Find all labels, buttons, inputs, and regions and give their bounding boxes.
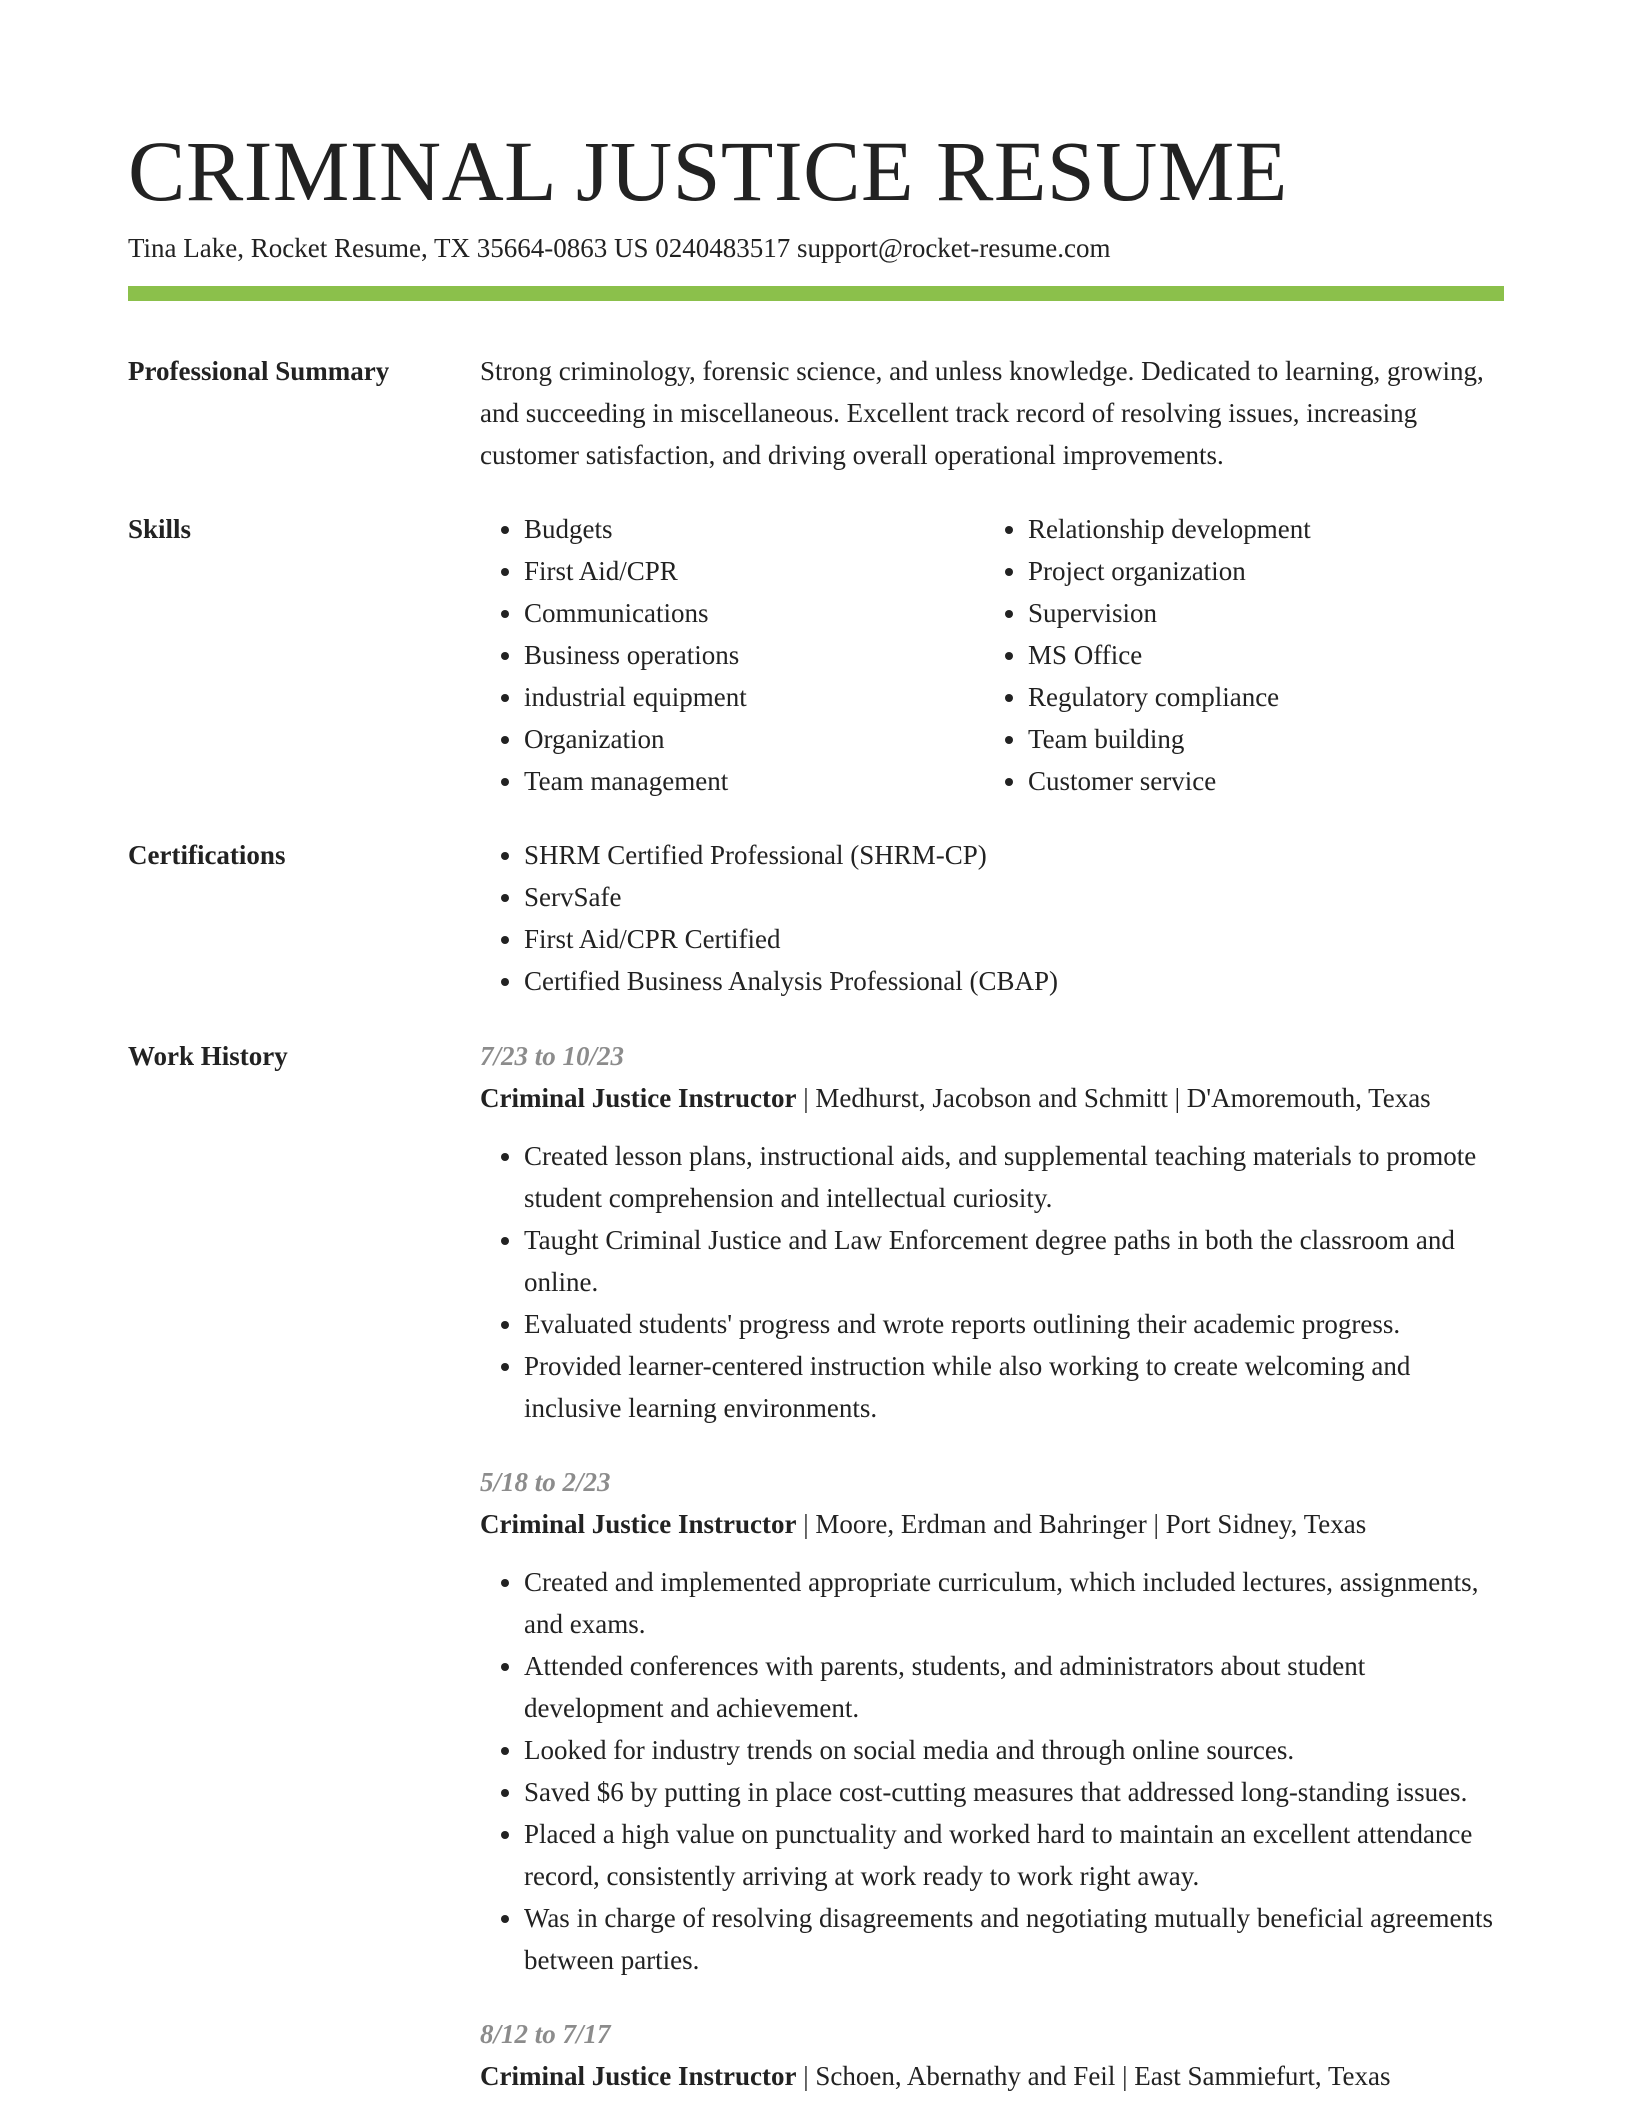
certifications-heading: Certifications bbox=[128, 840, 286, 870]
skill-item: • Organization bbox=[524, 718, 984, 760]
job-bullet: • Attended conferences with parents, students, and administrators about student development and achievement. bbox=[524, 1645, 1504, 1729]
skill-item: • Project organization bbox=[1028, 550, 1488, 592]
skill-item: • Budgets bbox=[524, 508, 984, 550]
certification-item: • First Aid/CPR Certified bbox=[524, 918, 1504, 960]
contact-line: Tina Lake, Rocket Resume, TX 35664-0863 US 0240483517 support@rocket-resume.com bbox=[128, 233, 1111, 263]
skill-item: • Customer service bbox=[1028, 760, 1488, 802]
job-details: | Medhurst, Jacobson and Schmitt | D'Amoremouth, Texas bbox=[796, 1083, 1431, 1113]
job-bullet-list bbox=[480, 1135, 1504, 1429]
job-bullet: • Created and implemented appropriate curriculum, which included lectures, assignments, and exams. bbox=[524, 1561, 1504, 1645]
skill-item: • Business operations bbox=[524, 634, 984, 676]
job-heading bbox=[480, 2055, 1504, 2097]
skills-column-right bbox=[984, 508, 1488, 802]
job-dates: 7/23 to 10/23 bbox=[480, 1041, 625, 1071]
job-spacer bbox=[480, 1429, 1504, 1461]
job-spacer bbox=[480, 1981, 1504, 2013]
job-heading bbox=[480, 1503, 1504, 1545]
job-title: Criminal Justice Instructor bbox=[480, 2061, 797, 2091]
certification-item: • Certified Business Analysis Professional (CBAP) bbox=[524, 960, 1504, 1002]
job-bullet: • Provided learner-centered instruction while also working to create welcoming and inclusive learning environments. bbox=[524, 1345, 1504, 1429]
skill-item: • Team building bbox=[1028, 718, 1488, 760]
skill-item: • First Aid/CPR bbox=[524, 550, 984, 592]
summary-body bbox=[480, 350, 1504, 476]
job-title: Criminal Justice Instructor bbox=[480, 1509, 797, 1539]
job-bullet-list bbox=[480, 1561, 1504, 1981]
certification-item: • ServSafe bbox=[524, 876, 1504, 918]
job-bullet: • Created lesson plans, instructional aids, and supplemental teaching materials to promote student comprehension and intellectual curiosity. bbox=[524, 1135, 1504, 1219]
summary-heading: Professional Summary bbox=[128, 356, 390, 386]
work-history-body bbox=[480, 1035, 1504, 2097]
resume-title: CRIMINAL JUSTICE RESUME bbox=[128, 123, 1288, 219]
skill-item: • industrial equipment bbox=[524, 676, 984, 718]
skill-item: • Communications bbox=[524, 592, 984, 634]
job-bullet: • Evaluated students' progress and wrote reports outlining their academic progress. bbox=[524, 1303, 1504, 1345]
job-title: Criminal Justice Instructor bbox=[480, 1083, 797, 1113]
accent-divider bbox=[128, 286, 1504, 301]
job-bullet: • Was in charge of resolving disagreements and negotiating mutually beneficial agreements between parties. bbox=[524, 1897, 1504, 1981]
job-entry bbox=[480, 1461, 1504, 1981]
skills-body bbox=[480, 508, 1504, 802]
job-dates: 5/18 to 2/23 bbox=[480, 1467, 611, 1497]
certifications-body bbox=[480, 834, 1504, 1002]
job-bullet: • Taught Criminal Justice and Law Enforcement degree paths in both the classroom and online. bbox=[524, 1219, 1504, 1303]
skill-item: • Supervision bbox=[1028, 592, 1488, 634]
work-history-heading: Work History bbox=[128, 1041, 288, 1071]
skills-column-left bbox=[480, 508, 984, 802]
skills-heading: Skills bbox=[128, 514, 192, 544]
job-details: | Schoen, Abernathy and Feil | East Sammiefurt, Texas bbox=[796, 2061, 1391, 2091]
job-heading bbox=[480, 1077, 1504, 1119]
summary-text: Strong criminology, forensic science, and unless knowledge. Dedicated to learning, growing, and succeeding in miscellaneous. Excellent track record of resolving issues, increasing customer satisfaction, and driving overall operational improvements. bbox=[480, 356, 1484, 470]
job-bullet: • Placed a high value on punctuality and worked hard to maintain an excellent attendance record, consistently arriving at work ready to work right away. bbox=[524, 1813, 1504, 1897]
job-bullet: • Looked for industry trends on social media and through online sources. bbox=[524, 1729, 1504, 1771]
certification-item: • SHRM Certified Professional (SHRM-CP) bbox=[524, 834, 1504, 876]
job-dates: 8/12 to 7/17 bbox=[480, 2019, 611, 2049]
job-entry bbox=[480, 2013, 1504, 2097]
skill-item: • Regulatory compliance bbox=[1028, 676, 1488, 718]
skill-item: • Relationship development bbox=[1028, 508, 1488, 550]
job-details: | Moore, Erdman and Bahringer | Port Sidney, Texas bbox=[796, 1509, 1367, 1539]
job-bullet: • Saved $6 by putting in place cost-cutting measures that addressed long-standing issues. bbox=[524, 1771, 1504, 1813]
job-entry bbox=[480, 1035, 1504, 1429]
skill-item: • Team management bbox=[524, 760, 984, 802]
skill-item: • MS Office bbox=[1028, 634, 1488, 676]
